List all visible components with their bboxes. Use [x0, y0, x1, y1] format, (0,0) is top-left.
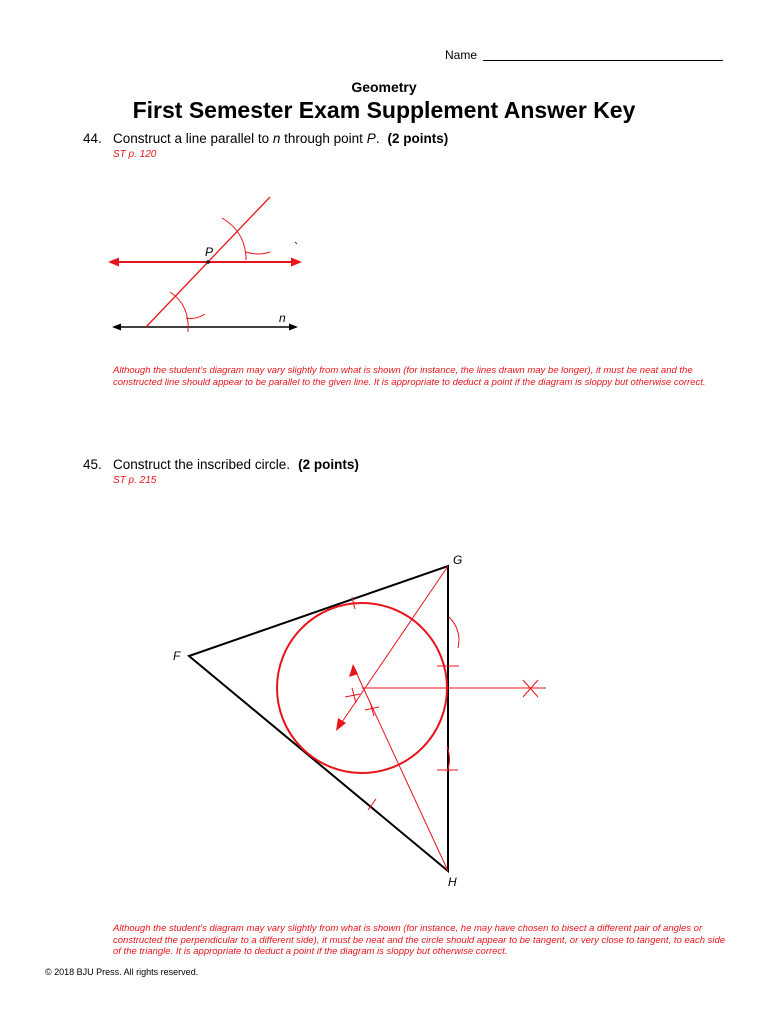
- variable-n: n: [272, 131, 281, 146]
- name-label: Name: [445, 48, 478, 62]
- question-text-middle: through point: [280, 131, 367, 146]
- vertex-g-label: G: [453, 553, 463, 567]
- question-44-reference: ST p. 120: [113, 149, 157, 160]
- question-text-start: Construct a line parallel to: [113, 131, 273, 146]
- question-44-note: Although the student’s diagram may vary slightly from what is shown (for instance, the lines drawn may be longer), it must be neat and the constructed line should appear to be parallel to the given line. It is appropriate to deduct a point if the diagram is sloppy but otherwise correct.: [113, 365, 706, 388]
- question-points: (2 points): [387, 131, 449, 146]
- question-number: 45.: [83, 457, 102, 472]
- copyright-footer: © 2018 BJU Press. All rights reserved.: [45, 967, 199, 977]
- question-45-note: Although the student’s diagram may vary slightly from what is shown (for instance, he may have chosen to bisect a different pair of angles or constructed the perpendicular to a different side), it must be neat and the circle should appear to be tangent, or very close to tangent, to each side of the triangle. It is appropriate to deduct a point if the diagram is sloppy but otherwise correct.: [113, 923, 726, 957]
- construction-marks: [345, 597, 538, 810]
- question-text: Construct the inscribed circle.: [113, 457, 291, 472]
- page-title: First Semester Exam Supplement Answer Key: [132, 97, 636, 123]
- subject-heading: Geometry: [351, 79, 417, 95]
- question-number: 44.: [83, 131, 102, 146]
- arrowhead-down: [336, 718, 346, 731]
- line-n-label: n: [279, 311, 286, 325]
- variable-p: P: [366, 131, 376, 146]
- vertex-f-label: F: [173, 649, 181, 663]
- point-p-label: P: [205, 245, 214, 259]
- vertex-h-label: H: [448, 875, 457, 889]
- triangle-fgh: [189, 566, 448, 871]
- question-points: (2 points): [298, 457, 359, 472]
- question-text-end: .: [375, 131, 380, 146]
- arrowhead-up: [349, 664, 358, 677]
- question-45-reference: ST p. 215: [113, 475, 157, 486]
- construction-lines: [340, 566, 546, 871]
